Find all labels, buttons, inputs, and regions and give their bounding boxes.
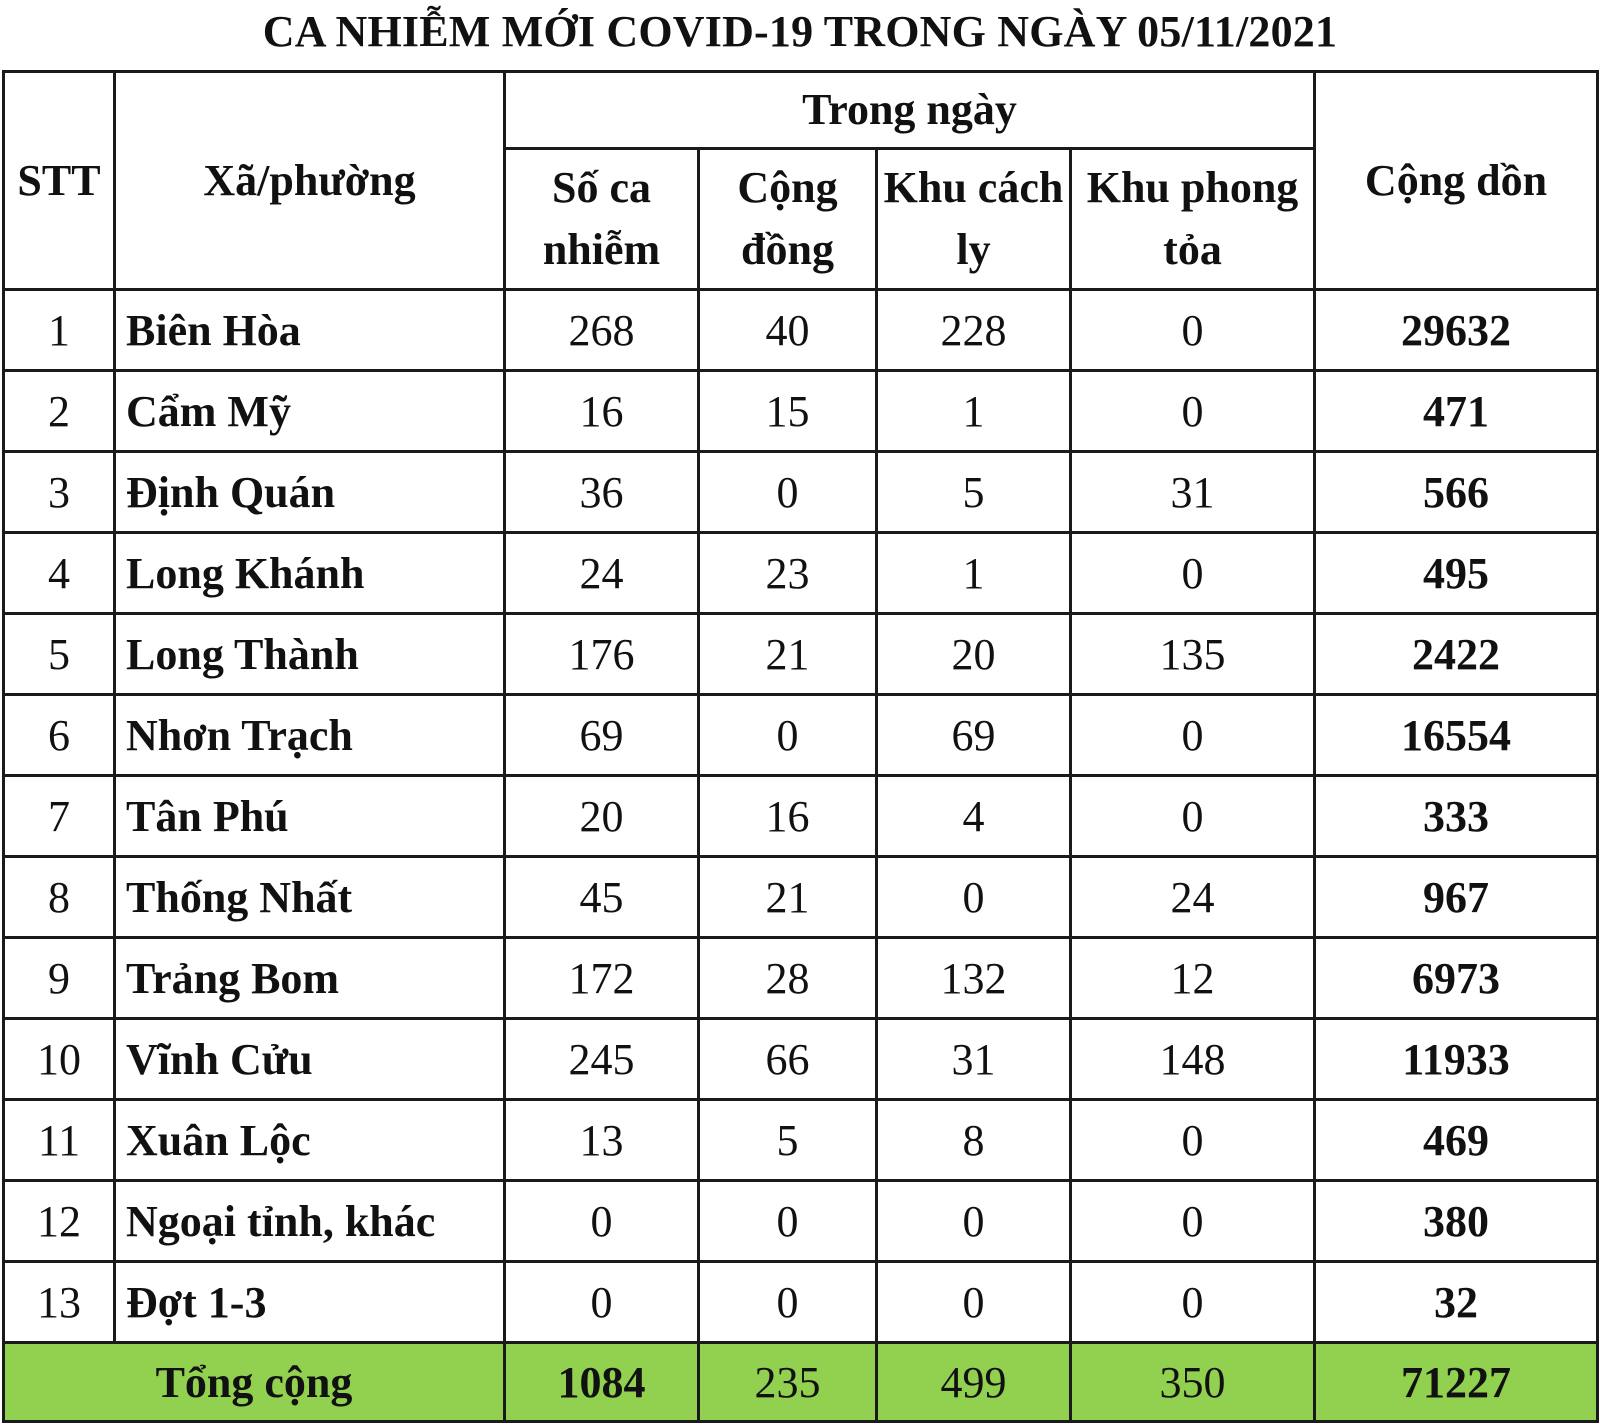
cell-quarantine: 8 xyxy=(877,1100,1071,1181)
cell-stt: 10 xyxy=(4,1019,115,1100)
cell-quarantine: 228 xyxy=(877,290,1071,371)
cell-quarantine: 5 xyxy=(877,452,1071,533)
table-row xyxy=(4,371,1598,452)
cell-lockdown: 0 xyxy=(1071,1262,1315,1343)
table-row xyxy=(4,452,1598,533)
cell-cases: 245 xyxy=(505,1019,699,1100)
cell-lockdown: 0 xyxy=(1071,290,1315,371)
cell-cases: 0 xyxy=(505,1262,699,1343)
header-stt: STT xyxy=(4,72,115,290)
cell-quarantine: 0 xyxy=(877,857,1071,938)
cell-cases: 16 xyxy=(505,371,699,452)
cell-ward-name: Trảng Bom xyxy=(115,938,505,1019)
cell-quarantine: 31 xyxy=(877,1019,1071,1100)
cell-community: 23 xyxy=(699,533,877,614)
cell-cumulative: 6973 xyxy=(1315,938,1598,1019)
cell-ward-name: Xuân Lộc xyxy=(115,1100,505,1181)
table-row xyxy=(4,1262,1598,1343)
cell-quarantine: 132 xyxy=(877,938,1071,1019)
total-quarantine: 499 xyxy=(877,1343,1071,1422)
cell-ward-name: Long Khánh xyxy=(115,533,505,614)
total-cases: 1084 xyxy=(505,1343,699,1422)
cell-stt: 5 xyxy=(4,614,115,695)
cell-cases: 268 xyxy=(505,290,699,371)
cell-community: 21 xyxy=(699,614,877,695)
cell-ward-name: Nhơn Trạch xyxy=(115,695,505,776)
cell-cumulative: 16554 xyxy=(1315,695,1598,776)
cell-cumulative: 11933 xyxy=(1315,1019,1598,1100)
cell-stt: 11 xyxy=(4,1100,115,1181)
cell-community: 40 xyxy=(699,290,877,371)
cell-quarantine: 1 xyxy=(877,533,1071,614)
cell-ward-name: Vĩnh Cửu xyxy=(115,1019,505,1100)
cell-cumulative: 469 xyxy=(1315,1100,1598,1181)
cell-lockdown: 148 xyxy=(1071,1019,1315,1100)
table-body xyxy=(4,290,1598,1343)
cell-stt: 12 xyxy=(4,1181,115,1262)
cell-lockdown: 31 xyxy=(1071,452,1315,533)
cell-lockdown: 0 xyxy=(1071,533,1315,614)
cell-stt: 7 xyxy=(4,776,115,857)
cell-community: 0 xyxy=(699,452,877,533)
cell-community: 0 xyxy=(699,1262,877,1343)
cell-community: 21 xyxy=(699,857,877,938)
cell-ward-name: Cẩm Mỹ xyxy=(115,371,505,452)
cell-lockdown: 135 xyxy=(1071,614,1315,695)
cell-community: 16 xyxy=(699,776,877,857)
cell-cases: 13 xyxy=(505,1100,699,1181)
cell-cumulative: 566 xyxy=(1315,452,1598,533)
header-community: Cộng đồng xyxy=(699,149,877,290)
cell-community: 5 xyxy=(699,1100,877,1181)
cell-lockdown: 0 xyxy=(1071,371,1315,452)
table-row xyxy=(4,1019,1598,1100)
cell-cumulative: 495 xyxy=(1315,533,1598,614)
cell-community: 28 xyxy=(699,938,877,1019)
header-lockdown: Khu phong tỏa xyxy=(1071,149,1315,290)
covid-cases-table xyxy=(2,70,1599,1423)
cell-ward-name: Định Quán xyxy=(115,452,505,533)
cell-cases: 36 xyxy=(505,452,699,533)
header-row-1 xyxy=(4,72,1598,149)
header-cases: Số ca nhiễm xyxy=(505,149,699,290)
cell-quarantine: 1 xyxy=(877,371,1071,452)
cell-ward-name: Thống Nhất xyxy=(115,857,505,938)
cell-quarantine: 69 xyxy=(877,695,1071,776)
table-row xyxy=(4,290,1598,371)
total-row xyxy=(4,1343,1598,1422)
table-row xyxy=(4,1181,1598,1262)
cell-lockdown: 0 xyxy=(1071,1100,1315,1181)
table-row xyxy=(4,776,1598,857)
total-cumulative: 71227 xyxy=(1315,1343,1598,1422)
cell-stt: 9 xyxy=(4,938,115,1019)
table-row xyxy=(4,533,1598,614)
cell-cumulative: 380 xyxy=(1315,1181,1598,1262)
cell-stt: 6 xyxy=(4,695,115,776)
cell-community: 0 xyxy=(699,1181,877,1262)
cell-ward-name: Ngoại tỉnh, khác xyxy=(115,1181,505,1262)
cell-quarantine: 0 xyxy=(877,1181,1071,1262)
cell-stt: 3 xyxy=(4,452,115,533)
header-quarantine: Khu cách ly xyxy=(877,149,1071,290)
total-label: Tổng cộng xyxy=(4,1343,505,1422)
cell-lockdown: 24 xyxy=(1071,857,1315,938)
cell-cases: 24 xyxy=(505,533,699,614)
cell-stt: 2 xyxy=(4,371,115,452)
cell-cases: 45 xyxy=(505,857,699,938)
cell-stt: 4 xyxy=(4,533,115,614)
cell-cases: 176 xyxy=(505,614,699,695)
total-community: 235 xyxy=(699,1343,877,1422)
cell-ward-name: Tân Phú xyxy=(115,776,505,857)
total-lockdown: 350 xyxy=(1071,1343,1315,1422)
cell-lockdown: 0 xyxy=(1071,1181,1315,1262)
cell-lockdown: 12 xyxy=(1071,938,1315,1019)
cell-cumulative: 333 xyxy=(1315,776,1598,857)
cell-stt: 13 xyxy=(4,1262,115,1343)
cell-quarantine: 20 xyxy=(877,614,1071,695)
cell-cumulative: 32 xyxy=(1315,1262,1598,1343)
table-row xyxy=(4,857,1598,938)
cell-quarantine: 0 xyxy=(877,1262,1071,1343)
table-row xyxy=(4,614,1598,695)
cell-cases: 20 xyxy=(505,776,699,857)
cell-cumulative: 2422 xyxy=(1315,614,1598,695)
cell-community: 0 xyxy=(699,695,877,776)
cell-ward-name: Biên Hòa xyxy=(115,290,505,371)
header-in-day: Trong ngày xyxy=(505,72,1315,149)
table-row xyxy=(4,1100,1598,1181)
cell-stt: 1 xyxy=(4,290,115,371)
cell-community: 15 xyxy=(699,371,877,452)
cell-cumulative: 471 xyxy=(1315,371,1598,452)
cell-community: 66 xyxy=(699,1019,877,1100)
cell-ward-name: Đợt 1-3 xyxy=(115,1262,505,1343)
cell-lockdown: 0 xyxy=(1071,695,1315,776)
cell-quarantine: 4 xyxy=(877,776,1071,857)
cell-cases: 0 xyxy=(505,1181,699,1262)
cell-stt: 8 xyxy=(4,857,115,938)
cell-cumulative: 29632 xyxy=(1315,290,1598,371)
header-ward: Xã/phường xyxy=(115,72,505,290)
cell-cumulative: 967 xyxy=(1315,857,1598,938)
table-row xyxy=(4,695,1598,776)
cell-cases: 172 xyxy=(505,938,699,1019)
page-title: CA NHIỄM MỚI COVID-19 TRONG NGÀY 05/11/2021 xyxy=(262,7,1338,56)
cell-cases: 69 xyxy=(505,695,699,776)
cell-lockdown: 0 xyxy=(1071,776,1315,857)
table-row xyxy=(4,938,1598,1019)
header-cumulative: Cộng dồn xyxy=(1315,72,1598,290)
cell-ward-name: Long Thành xyxy=(115,614,505,695)
